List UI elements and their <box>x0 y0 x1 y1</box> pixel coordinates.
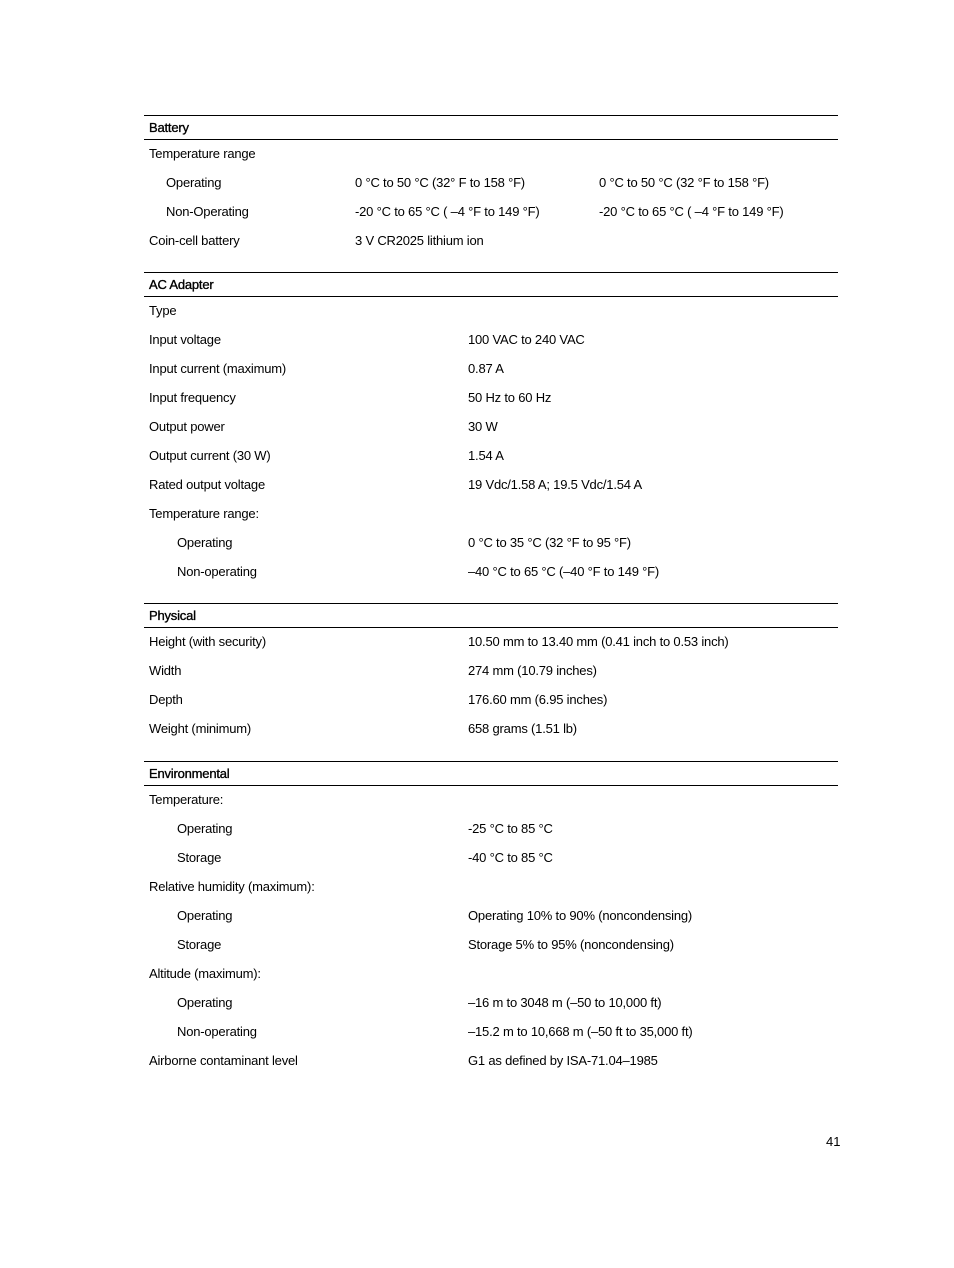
row-label: Weight (minimum) <box>149 721 252 736</box>
table-row <box>144 873 838 902</box>
row-label: Temperature: <box>149 792 224 807</box>
row-label: Operating <box>177 821 233 836</box>
table-row <box>144 844 838 873</box>
row-value: 1.54 A <box>468 448 504 463</box>
section-title: AC Adapter <box>149 277 214 292</box>
row-value: Storage 5% to 95% (noncondensing) <box>468 937 674 952</box>
row-label: Rated output voltage <box>149 477 265 492</box>
physical-section <box>144 603 838 744</box>
row-label: Width <box>149 663 182 678</box>
table-row <box>144 989 838 1018</box>
section-header <box>144 272 838 297</box>
table-row <box>144 384 838 413</box>
row-value: G1 as defined by ISA-71.04–1985 <box>468 1053 658 1068</box>
row-value: 658 grams (1.51 lb) <box>468 721 577 736</box>
table-row <box>144 140 838 169</box>
row-value: 30 W <box>468 419 498 434</box>
row-label: Temperature range <box>149 146 256 161</box>
row-value: 50 Hz to 60 Hz <box>468 390 552 405</box>
environmental-section <box>144 761 838 1076</box>
table-row <box>144 786 838 815</box>
row-label: Input frequency <box>149 390 236 405</box>
table-row <box>144 326 838 355</box>
row-label: Height (with security) <box>149 634 266 649</box>
table-row <box>144 442 838 471</box>
row-value: 176.60 mm (6.95 inches) <box>468 692 608 707</box>
table-row <box>144 355 838 384</box>
table-row <box>144 1018 838 1047</box>
row-label: Operating <box>177 995 233 1010</box>
table-row <box>144 297 838 326</box>
row-label: Depth <box>149 692 183 707</box>
row-label: Non-Operating <box>166 204 249 219</box>
section-title: Environmental <box>149 766 230 781</box>
table-row <box>144 529 838 558</box>
row-value: 19 Vdc/1.58 A; 19.5 Vdc/1.54 A <box>468 477 642 492</box>
ac-adapter-section <box>144 272 838 587</box>
section-header <box>144 761 838 786</box>
row-value: 274 mm (10.79 inches) <box>468 663 597 678</box>
row-value: Operating 10% to 90% (noncondensing) <box>468 908 693 923</box>
row-value: 3 V CR2025 lithium ion <box>355 233 484 248</box>
row-value: -40 °C to 85 °C <box>468 850 553 865</box>
table-row <box>144 960 838 989</box>
section-header <box>144 603 838 628</box>
row-label: Relative humidity (maximum): <box>149 879 315 894</box>
table-row <box>144 169 838 198</box>
row-value: 0 °C to 50 °C (32° F to 158 °F) <box>355 175 525 190</box>
row-value: 100 VAC to 240 VAC <box>468 332 585 347</box>
row-value: 10.50 mm to 13.40 mm (0.41 inch to 0.53 inch) <box>468 634 729 649</box>
section-title: Battery <box>149 120 189 135</box>
row-label: Type <box>149 303 177 318</box>
row-label: Airborne contaminant level <box>149 1053 298 1068</box>
row-label: Temperature range: <box>149 506 259 521</box>
table-row <box>144 902 838 931</box>
table-row <box>144 1047 838 1076</box>
row-label: Non-operating <box>177 564 257 579</box>
table-row <box>144 686 838 715</box>
row-label: Output power <box>149 419 225 434</box>
table-row <box>144 227 838 256</box>
row-value: –15.2 m to 10,668 m (–50 ft to 35,000 ft) <box>468 1024 693 1039</box>
row-label: Operating <box>166 175 222 190</box>
table-row <box>144 715 838 744</box>
table-row <box>144 500 838 529</box>
row-label: Input current (maximum) <box>149 361 286 376</box>
row-value: 0 °C to 50 °C (32 °F to 158 °F) <box>599 175 769 190</box>
row-label: Operating <box>177 535 233 550</box>
row-label: Output current (30 W) <box>149 448 271 463</box>
row-value: –16 m to 3048 m (–50 to 10,000 ft) <box>468 995 662 1010</box>
row-value: -25 °C to 85 °C <box>468 821 553 836</box>
row-label: Storage <box>177 850 222 865</box>
table-row <box>144 198 838 227</box>
table-row <box>144 558 838 587</box>
table-row <box>144 471 838 500</box>
table-row <box>144 413 838 442</box>
battery-section <box>144 115 838 256</box>
row-label: Non-operating <box>177 1024 257 1039</box>
table-row <box>144 628 838 657</box>
table-row <box>144 657 838 686</box>
row-label: Operating <box>177 908 233 923</box>
table-row <box>144 815 838 844</box>
table-row <box>144 931 838 960</box>
row-label: Input voltage <box>149 332 221 347</box>
row-value: -20 °C to 65 °C ( –4 °F to 149 °F) <box>599 204 784 219</box>
section-header <box>144 115 838 140</box>
page-number: 41 <box>826 1134 841 1149</box>
row-value: -20 °C to 65 °C ( –4 °F to 149 °F) <box>355 204 540 219</box>
row-label: Storage <box>177 937 222 952</box>
row-label: Coin-cell battery <box>149 233 240 248</box>
row-label: Altitude (maximum): <box>149 966 261 981</box>
row-value: 0 °C to 35 °C (32 °F to 95 °F) <box>468 535 631 550</box>
row-value: –40 °C to 65 °C (–40 °F to 149 °F) <box>468 564 660 579</box>
section-title: Physical <box>149 608 196 623</box>
row-value: 0.87 A <box>468 361 504 376</box>
